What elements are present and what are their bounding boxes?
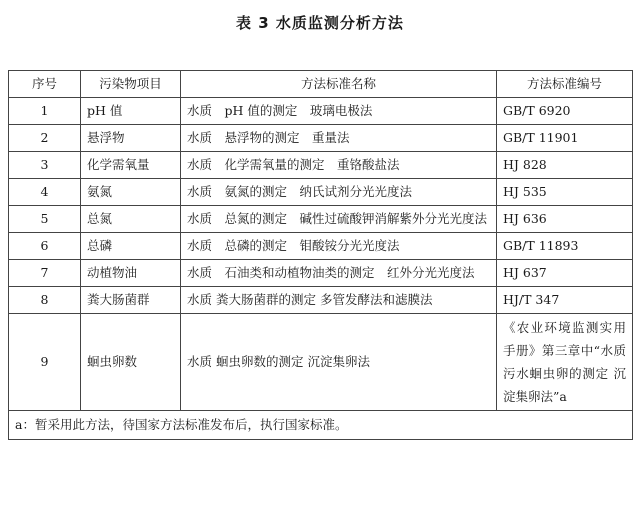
- row-code: HJ/T 347: [497, 287, 633, 314]
- row-method: 水质 总磷的测定 钼酸铵分光光度法: [181, 233, 497, 260]
- table-row: [9, 233, 633, 260]
- table-row: [9, 125, 633, 152]
- table-row: [9, 98, 633, 125]
- water-quality-methods-table: [8, 70, 633, 440]
- row-no: 1: [9, 98, 81, 125]
- row-pollutant: 蛔虫卵数: [81, 314, 181, 411]
- row-method: 水质 化学需氧量的测定 重铬酸盐法: [181, 152, 497, 179]
- table-footnote: a：暂采用此方法，待国家方法标准发布后，执行国家标准。: [9, 411, 633, 440]
- table-row: [9, 206, 633, 233]
- row-code: GB/T 6920: [497, 98, 633, 125]
- row-code: HJ 828: [497, 152, 633, 179]
- header-pollutant: 污染物项目: [81, 71, 181, 98]
- row-no: 7: [9, 260, 81, 287]
- row-pollutant: 氨氮: [81, 179, 181, 206]
- row-no: 4: [9, 179, 81, 206]
- table-header-row: [9, 71, 633, 98]
- row-no: 3: [9, 152, 81, 179]
- row-code: HJ 535: [497, 179, 633, 206]
- row-code: HJ 637: [497, 260, 633, 287]
- row-pollutant: 化学需氧量: [81, 152, 181, 179]
- header-no: 序号: [9, 71, 81, 98]
- table-row: [9, 260, 633, 287]
- row-method: 水质 总氮的测定 碱性过硫酸钾消解紫外分光光度法: [181, 206, 497, 233]
- table-note-row: [9, 411, 633, 440]
- row-no: 8: [9, 287, 81, 314]
- row-code: 《农业环境监测实用手册》第三章中“水质 污水蛔虫卵的测定 沉淀集卵法”a: [497, 314, 633, 411]
- row-method: 水质 pH 值的测定 玻璃电极法: [181, 98, 497, 125]
- row-pollutant: 总磷: [81, 233, 181, 260]
- row-no: 2: [9, 125, 81, 152]
- row-pollutant: 悬浮物: [81, 125, 181, 152]
- table-row: [9, 314, 633, 411]
- table-row: [9, 179, 633, 206]
- row-pollutant: 粪大肠菌群: [81, 287, 181, 314]
- row-pollutant: pH 值: [81, 98, 181, 125]
- row-method: 水质 氨氮的测定 纳氏试剂分光光度法: [181, 179, 497, 206]
- row-pollutant: 总氮: [81, 206, 181, 233]
- header-code: 方法标准编号: [497, 71, 633, 98]
- row-method: 水质 悬浮物的测定 重量法: [181, 125, 497, 152]
- row-method: 水质 石油类和动植物油类的测定 红外分光光度法: [181, 260, 497, 287]
- row-pollutant: 动植物油: [81, 260, 181, 287]
- row-no: 9: [9, 314, 81, 411]
- table-row: [9, 287, 633, 314]
- row-code: GB/T 11901: [497, 125, 633, 152]
- table-title: 表 3 水质监测分析方法: [236, 14, 404, 32]
- table-row: [9, 152, 633, 179]
- row-code: HJ 636: [497, 206, 633, 233]
- row-code: GB/T 11893: [497, 233, 633, 260]
- row-no: 5: [9, 206, 81, 233]
- header-method: 方法标准名称: [181, 71, 497, 98]
- row-no: 6: [9, 233, 81, 260]
- row-method: 水质 粪大肠菌群的测定 多管发酵法和滤膜法: [181, 287, 497, 314]
- row-method: 水质 蛔虫卵数的测定 沉淀集卵法: [181, 314, 497, 411]
